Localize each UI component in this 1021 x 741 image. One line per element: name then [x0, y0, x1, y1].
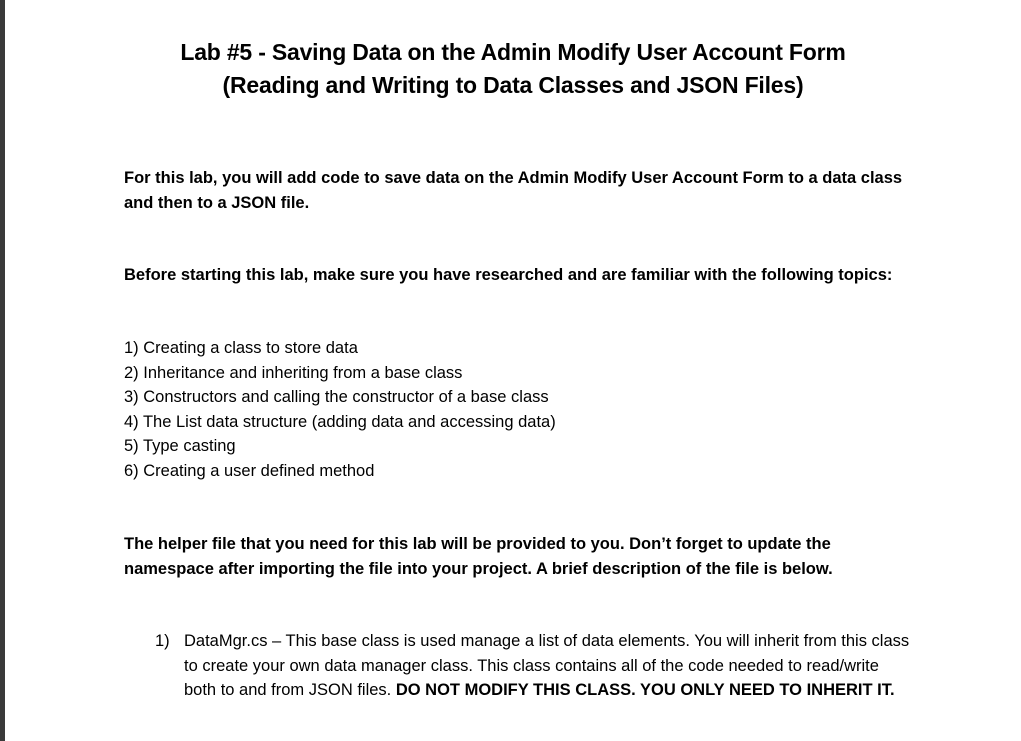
file-item	[155, 629, 915, 703]
file-item-number: 1)	[155, 632, 170, 650]
helper-file-paragraph: The helper file that you need for this lab will be provided to you. Don’t forget to update the namespace after importing the file into your project. A brief description of the file is below.	[124, 535, 833, 578]
topic-item: 5) Type casting	[124, 437, 236, 455]
document-page	[5, 0, 1021, 741]
intro-paragraph: For this lab, you will add code to save data on the Admin Modify User Account Form to a data class and then to a JSON file.	[124, 169, 903, 212]
page-title	[5, 36, 1021, 102]
file-item-description: DataMgr.cs – This base class is used manage a list of data elements. You will inherit from this class to create your own data manager class. This class contains all of the code needed to read/write both to and from JSON files.	[184, 632, 910, 699]
topic-item: 4) The List data structure (adding data and accessing data)	[124, 412, 556, 431]
topic-item: 3) Constructors and calling the constructor of a base class	[124, 388, 549, 406]
topic-item: 1) Creating a class to store data	[124, 339, 358, 357]
topic-item: 6) Creating a user defined method	[124, 461, 375, 480]
topics-list	[124, 336, 904, 483]
prerequisites-heading: Before starting this lab, make sure you have researched and are familiar with the following topics:	[124, 266, 893, 284]
title-line-2: (Reading and Writing to Data Classes and JSON Files)	[222, 72, 804, 98]
title-line-1: Lab #5 - Saving Data on the Admin Modify User Account Form	[180, 39, 846, 65]
file-item-warning: DO NOT MODIFY THIS CLASS. YOU ONLY NEED TO INHERIT IT.	[395, 681, 895, 699]
topic-item: 2) Inheritance and inheriting from a base class	[124, 363, 463, 382]
file-list	[155, 629, 915, 703]
